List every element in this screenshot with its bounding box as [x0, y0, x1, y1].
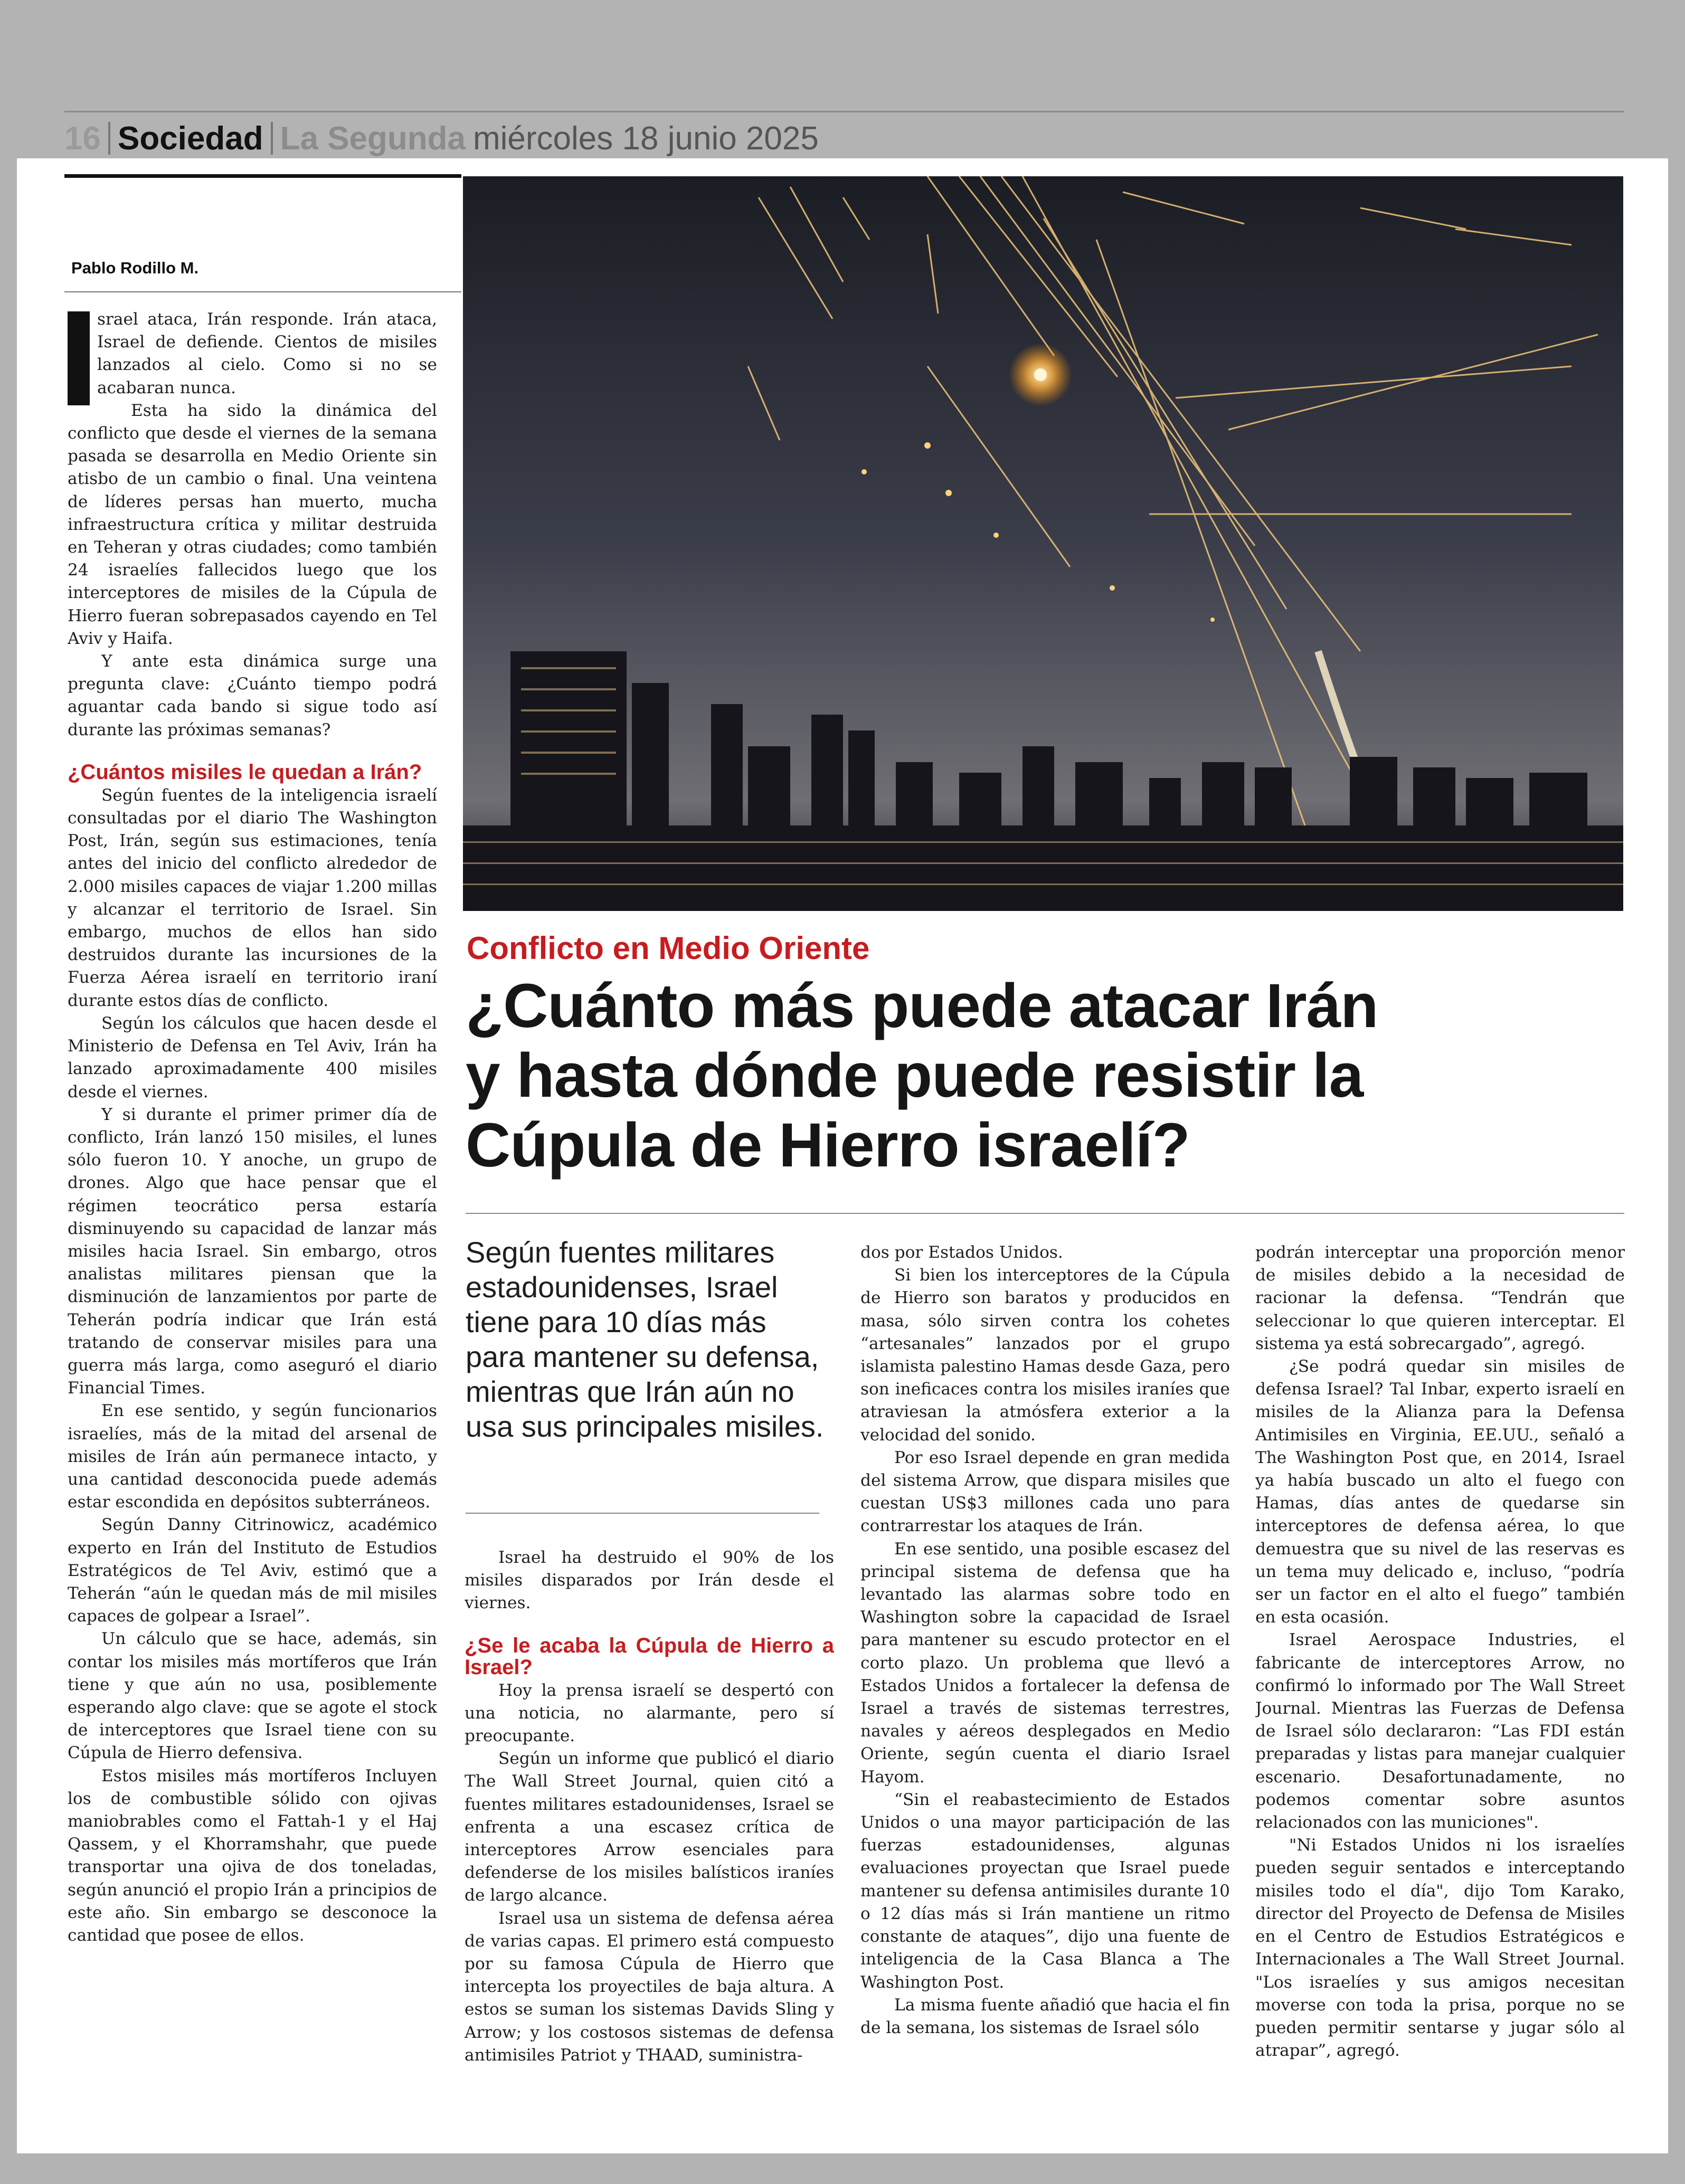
body-paragraph: Y si durante el primer primer día de conflicto, Irán lanzó 150 misiles, el lunes sólo fueron 10. Y anoche, un grupo de drones. Algo que hace pensar que el régimen teocrático persa estaría disminuyendo su capacidad de lanzar más misiles hacia Israel. Sin embargo, otros analistas militares piensan que la disminución de lanzamientos por parte de Teherán podría indicar que Irán está tratando de conservar misiles para una guerra más larga, como aseguró el diario Financial Times.: [68, 1105, 437, 1398]
body-paragraph: Estos misiles más mortíferos Incluyen los de combustible sólido con ojivas maniobrables como el Fattah-1 y el Haj Qassem, y el Khorramshahr, que puede transportar una ojiva de dos toneladas, según anunció el propio Irán a principios de este año. Sin embargo se desconoce la cantidad que posee de ellos.: [68, 1766, 437, 1945]
body-paragraph: Por eso Israel depende en gran medida del sistema Arrow, que dispara misiles que cuestan US$3 millones cada uno para contrarrestar los ataques de Irán.: [860, 1448, 1230, 1536]
body-paragraph: "Ni Estados Unidos ni los israelíes pueden seguir sentados e interceptando misiles todo el día", dijo Tom Karako, director del Proyecto de Defensa de Misiles en el Centro de Estudios Estratégicos e Internacionales a The Wall Street Journal. "Los israelíes y sus amigos necesitan moverse con toda la prisa, porque no se pueden permitir sentarse y jugar sólo al atrapar”, agregó.: [1255, 1836, 1625, 2060]
body-paragraph: Hoy la prensa israelí se despertó con una noticia, no alarmante, pero sí preocupante.: [465, 1680, 834, 1746]
masthead-divider: [271, 122, 273, 155]
drop-cap: [68, 311, 90, 405]
body-paragraph: Según Danny Citrinowicz, académico experto en Irán del Instituto de Estudios Estratégicos de Tel Aviv, estimó que a Teherán “aún le quedan más de mil misiles capaces de golpear a Israel”.: [68, 1515, 437, 1626]
article-column-4: [1255, 1241, 1625, 2107]
body-paragraph: Israel Aerospace Industries, el fabricante de interceptores Arrow, no confirmó lo informado por The Wall Street Journal. Mientras las Fuerzas de Defensa de Israel sólo declararon: “Las FDI están preparadas y listas para manejar cualquier escenario. Desafortunadamente, no podemos comentar sobre asuntos relacionados con las municiones".: [1255, 1630, 1625, 1832]
body-paragraph: En ese sentido, y según funcionarios israelíes, más de la mitad del arsenal de misiles de Irán aún permanece intacto, y una cantidad desconocida puede además estar escondida en depósitos subterráneos.: [68, 1401, 437, 1512]
column-top-rule: [64, 174, 461, 178]
body-paragraph: Israel ha destruido el 90% de los misiles disparados por Irán desde el viernes.: [465, 1548, 834, 1613]
headline: [466, 971, 1627, 1180]
night-sky-missiles-photo: [463, 176, 1623, 911]
subhead: ¿Se le acaba la Cúpula de Hierro a Israel?: [465, 1634, 834, 1679]
section-name: Sociedad: [117, 120, 263, 157]
headline-line: Cúpula de Hierro israelí?: [466, 1110, 1190, 1180]
body-paragraph: dos por Estados Unidos.: [860, 1243, 1063, 1262]
article-column-2: [465, 1546, 834, 2106]
body-paragraph: “Sin el reabastecimiento de Estados Unidos o una mayor participación de las fuerzas estadounidenses, algunas evaluaciones proyectan que Israel puede mantener su defensa antimisiles durante 10 o 12 días más si Irán mantiene un ritmo constante de ataques”, dijo una fuente de inteligencia de la Casa Blanca a The Washington Post.: [860, 1790, 1230, 1992]
body-paragraph: Si bien los interceptores de la Cúpula de Hierro son baratos y producidos en masa, sólo sirven contra los cohetes “artesanales” lanzados por el grupo islamista palestino Hamas desde Gaza, pero son ineficaces contra los misiles iraníes que atraviesan la atmósfera exterior a la velocidad del sonido.: [860, 1266, 1230, 1445]
body-paragraph: Y ante esta dinámica surge una pregunta clave: ¿Cuánto tiempo podrá aguantar cada bando si sigue todo así durante las próximas semanas?: [68, 652, 437, 739]
body-paragraph: Según los cálculos que hacen desde el Ministerio de Defensa en Tel Aviv, Irán ha lanzado aproximadamente 400 misiles desde el viernes.: [68, 1013, 437, 1102]
left-column: [68, 308, 437, 2113]
masthead: [64, 117, 819, 159]
masthead-rule: [64, 111, 1624, 112]
body-paragraph: Según fuentes de la inteligencia israelí consultadas por el diario The Washington Post, Irán, según sus estimaciones, tenía antes del inicio del conflicto alrededor de 2.000 misiles capaces de viajar 1.200 millas y alcanzar el territorio de Israel. Sin embargo, muchos de ellos han sido destruidos durante las incursiones de la Fuerza Aérea israelí en territorio iraní durante estos días de conflicto.: [68, 785, 437, 1010]
page-number: 16: [64, 120, 101, 157]
body-paragraph: ¿Se podrá quedar sin misiles de defensa Israel? Tal Inbar, experto israelí en misiles de la Alianza para la Defensa Antimisiles en Virginia, EE.UU., señaló a The Washington Post que, en 2014, Israel ya había buscado un alto el fuego con Hamas, días antes de quedarse sin interceptores de defensa aérea, lo que demuestra que su nivel de las reservas es un tema muy delicado e, incluso, “podría ser un factor en el alto el fuego” también en esta ocasión.: [1255, 1357, 1625, 1627]
body-paragraph: Un cálculo que se hace, además, sin contar los misiles más mortíferos que Irán tiene y que aún no usa, posiblemente esperando algo clave: que se agote el stock de interceptores que Israel tiene con su Cúpula de Hierro defensiva.: [68, 1629, 437, 1763]
article-column-3: [860, 1241, 1230, 2107]
headline-line: y hasta dónde puede resistir la: [466, 1041, 1364, 1110]
lead-paragraph: srael ataca, Irán responde. Irán ataca, Israel de defiende. Cientos de misiles lanzados al cielo. Como si no se acabaran nunca.: [68, 308, 437, 400]
body-paragraph: Israel usa un sistema de defensa aérea de varias capas. El primero está compuesto por su famosa Cúpula de Hierro que intercepta los proyectiles de baja altura. A estos se suman los sistemas Davids Sling y Arrow; y los costosos sistemas de defensa antimisiles Patriot y THAAD, suministra-: [465, 1908, 834, 2065]
body-paragraph: Esta ha sido la dinámica del conflicto que desde el viernes de la semana pasada se desarrolla en Medio Oriente sin atisbo de un cambio o final. Una veintena de líderes persas han muerto, mucha infraestructura crítica y militar destruida en Teheran y otras ciudades; como también 24 israelíes fallecidos luego que los interceptores de misiles de la Cúpula de Hierro fueran sobrepasados cayendo en Tel Aviv y Haifa.: [68, 401, 437, 648]
body-paragraph: La misma fuente añadió que hacia el fin de la semana, los sistemas de Israel sólo: [860, 1995, 1230, 2037]
subhead: ¿Cuántos misiles le quedan a Irán?: [68, 760, 422, 784]
deck: Según fuentes militares estadounidenses, Israel tiene para 10 días más para mantener su defensa, mientras que Irán aún no usa sus principales misiles.: [466, 1236, 824, 1443]
body-paragraph: podrán interceptar una proporción menor de misiles debido a la necesidad de racionar la defensa. “Tendrán que seleccionar lo que quieren interceptar. El sistema ya está sobrecargado”, agregó.: [1255, 1243, 1625, 1353]
body-paragraph: En ese sentido, una posible escasez del principal sistema de defensa que ha levantado las alarmas sobre todo en Washington sobre la capacidad de Israel para mantener su escudo protector en el corto plazo. Un problema que llevó a Estados Unidos a fortalecer la defensa de Israel a través de sistemas terrestres, navales y aéreos desplegados en Medio Oriente, según cuenta el diario Israel Hayom.: [860, 1539, 1230, 1787]
byline-rule: [64, 291, 461, 292]
masthead-divider: [108, 122, 110, 155]
byline: Pablo Rodillo M.: [71, 259, 199, 277]
kicker: Conflicto en Medio Oriente: [467, 930, 870, 966]
body-paragraph: Según un informe que publicó el diario The Wall Street Journal, quien citó a fuentes militares estadounidenses, Israel se enfrenta a una escasez crítica de interceptores Arrow esenciales para defenderse de los misiles balísticos iraníes de largo alcance.: [465, 1749, 834, 1905]
deck-rule: [466, 1513, 819, 1514]
hero-photo: [463, 176, 1623, 911]
publication-date: miércoles 18 junio 2025: [473, 120, 819, 157]
headline-rule: [466, 1213, 1624, 1214]
publication-name: La Segunda: [280, 120, 466, 157]
headline-line: ¿Cuánto más puede atacar Irán: [466, 971, 1378, 1041]
